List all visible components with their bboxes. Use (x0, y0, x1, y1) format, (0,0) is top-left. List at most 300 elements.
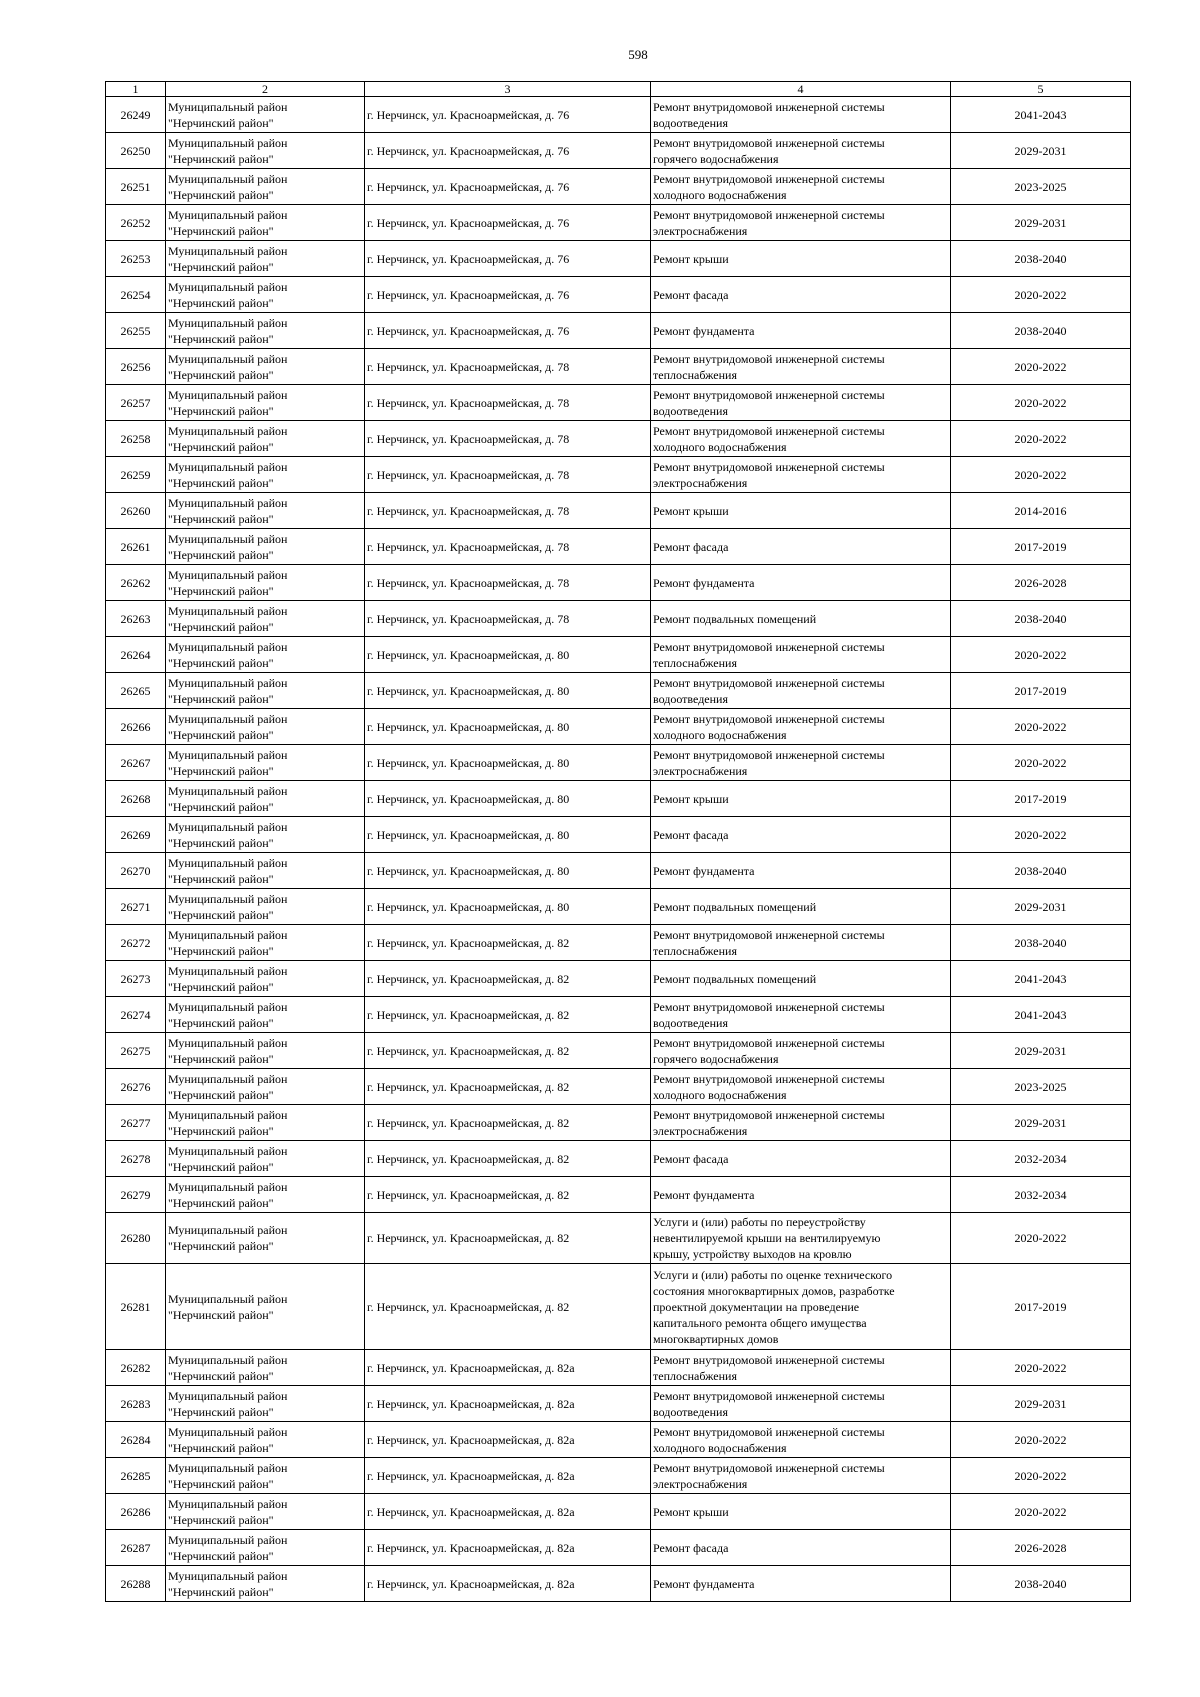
work-type-line: Ремонт крыши (653, 503, 729, 518)
address-cell: г. Нерчинск, ул. Красноармейская, д. 80 (365, 781, 651, 817)
work-type-cell (651, 313, 951, 349)
work-type-cell (651, 1069, 951, 1105)
municipality-cell (166, 745, 365, 781)
work-type-cell (651, 241, 951, 277)
work-type-line: Ремонт внутридомовой инженерной системы (653, 1424, 885, 1439)
work-type-line: капитального ремонта общего имущества (653, 1315, 867, 1330)
work-type-line: Ремонт фундамента (653, 863, 755, 878)
table-row (106, 925, 1131, 961)
work-type-line: Ремонт внутридомовой инженерной системы (653, 675, 885, 690)
work-type-line: Ремонт крыши (653, 791, 729, 806)
work-type-line: Ремонт внутридомовой инженерной системы (653, 1107, 885, 1122)
municipality-cell (166, 1213, 365, 1264)
row-number: 26250 (106, 133, 166, 169)
municipality-line: Муниципальный район (168, 531, 288, 546)
municipality-line: Муниципальный район (168, 1035, 288, 1050)
municipality-line: "Нерчинский район" (168, 547, 274, 562)
work-type-line: горячего водоснабжения (653, 151, 779, 166)
work-type-cell (651, 1458, 951, 1494)
municipality-cell (166, 997, 365, 1033)
column-header-4: 4 (651, 82, 951, 97)
period-cell: 2026-2028 (951, 1530, 1131, 1566)
row-number: 26266 (106, 709, 166, 745)
work-type-line: Ремонт внутридомовой инженерной системы (653, 135, 885, 150)
table-row (106, 1069, 1131, 1105)
municipality-line: "Нерчинский район" (168, 1087, 274, 1102)
period-cell: 2017-2019 (951, 781, 1131, 817)
municipality-line: "Нерчинский район" (168, 439, 274, 454)
work-type-line: Ремонт внутридомовой инженерной системы (653, 1460, 885, 1475)
work-type-line: состояния многоквартирных домов, разработке (653, 1283, 895, 1298)
municipality-line: "Нерчинский район" (168, 763, 274, 778)
municipality-line: "Нерчинский район" (168, 1239, 274, 1253)
address-cell: г. Нерчинск, ул. Красноармейская, д. 80 (365, 889, 651, 925)
row-number: 26277 (106, 1105, 166, 1141)
table-row (106, 349, 1131, 385)
row-number: 26270 (106, 853, 166, 889)
municipality-line: "Нерчинский район" (168, 727, 274, 742)
work-type-line: Ремонт внутридомовой инженерной системы (653, 1071, 885, 1086)
municipality-cell (166, 1141, 365, 1177)
address-cell: г. Нерчинск, ул. Красноармейская, д. 78 (365, 457, 651, 493)
row-number: 26278 (106, 1141, 166, 1177)
table-row (106, 385, 1131, 421)
municipality-cell (166, 97, 365, 133)
work-type-line: Ремонт фасада (653, 539, 729, 554)
municipality-cell (166, 169, 365, 205)
table-row (106, 997, 1131, 1033)
period-cell: 2020-2022 (951, 1422, 1131, 1458)
municipality-line: Муниципальный район (168, 1460, 288, 1475)
table-row (106, 637, 1131, 673)
municipality-cell (166, 1033, 365, 1069)
address-cell: г. Нерчинск, ул. Красноармейская, д. 82 (365, 1141, 651, 1177)
period-cell: 2029-2031 (951, 1105, 1131, 1141)
address-cell: г. Нерчинск, ул. Красноармейская, д. 76 (365, 313, 651, 349)
work-type-cell (651, 457, 951, 493)
address-cell: г. Нерчинск, ул. Красноармейская, д. 78 (365, 601, 651, 637)
work-type-cell (651, 493, 951, 529)
period-cell: 2026-2028 (951, 565, 1131, 601)
row-number: 26269 (106, 817, 166, 853)
municipality-cell (166, 133, 365, 169)
municipality-cell (166, 817, 365, 853)
table-row (106, 313, 1131, 349)
work-type-cell (651, 1105, 951, 1141)
municipality-line: "Нерчинский район" (168, 223, 274, 238)
address-cell: г. Нерчинск, ул. Красноармейская, д. 78 (365, 421, 651, 457)
row-number: 26288 (106, 1566, 166, 1602)
municipality-cell (166, 1566, 365, 1602)
municipality-line: Муниципальный район (168, 99, 288, 114)
municipality-line: Муниципальный район (168, 423, 288, 438)
work-type-cell (651, 637, 951, 673)
row-number: 26287 (106, 1530, 166, 1566)
row-number: 26261 (106, 529, 166, 565)
row-number: 26251 (106, 169, 166, 205)
municipality-line: "Нерчинский район" (168, 1584, 274, 1599)
work-type-line: Ремонт фасада (653, 1151, 729, 1166)
period-cell: 2020-2022 (951, 1458, 1131, 1494)
address-cell: г. Нерчинск, ул. Красноармейская, д. 76 (365, 205, 651, 241)
address-cell: г. Нерчинск, ул. Красноармейская, д. 82 (365, 1033, 651, 1069)
municipality-line: "Нерчинский район" (168, 1476, 274, 1491)
row-number: 26253 (106, 241, 166, 277)
municipality-cell (166, 1386, 365, 1422)
row-number: 26254 (106, 277, 166, 313)
work-type-line: холодного водоснабжения (653, 439, 787, 454)
address-cell: г. Нерчинск, ул. Красноармейская, д. 82 (365, 997, 651, 1033)
repair-schedule-table (105, 81, 1131, 1602)
municipality-line: Муниципальный район (168, 927, 288, 942)
municipality-line: Муниципальный район (168, 135, 288, 150)
work-type-cell (651, 853, 951, 889)
work-type-cell (651, 1264, 951, 1350)
work-type-line: Ремонт внутридомовой инженерной системы (653, 207, 885, 222)
work-type-cell (651, 421, 951, 457)
municipality-line: "Нерчинский район" (168, 475, 274, 490)
table-header-row (106, 82, 1131, 97)
municipality-line: "Нерчинский район" (168, 619, 274, 634)
municipality-line: Муниципальный район (168, 675, 288, 690)
municipality-line: Муниципальный район (168, 1352, 288, 1367)
period-cell: 2029-2031 (951, 1033, 1131, 1069)
row-number: 26265 (106, 673, 166, 709)
period-cell: 2017-2019 (951, 529, 1131, 565)
table-row (106, 961, 1131, 997)
municipality-line: "Нерчинский район" (168, 1368, 274, 1383)
period-cell: 2032-2034 (951, 1177, 1131, 1213)
address-cell: г. Нерчинск, ул. Красноармейская, д. 82 (365, 961, 651, 997)
address-cell: г. Нерчинск, ул. Красноармейская, д. 76 (365, 241, 651, 277)
work-type-cell (651, 961, 951, 997)
work-type-line: электроснабжения (653, 475, 748, 490)
work-type-line: Ремонт внутридомовой инженерной системы (653, 999, 885, 1014)
period-cell: 2020-2022 (951, 457, 1131, 493)
work-type-line: Ремонт внутридомовой инженерной системы (653, 1352, 885, 1367)
work-type-cell (651, 1141, 951, 1177)
municipality-line: Муниципальный район (168, 855, 288, 870)
address-cell: г. Нерчинск, ул. Красноармейская, д. 82а (365, 1350, 651, 1386)
row-number: 26258 (106, 421, 166, 457)
work-type-line: водоотведения (653, 1404, 728, 1419)
period-cell: 2020-2022 (951, 1350, 1131, 1386)
address-cell: г. Нерчинск, ул. Красноармейская, д. 80 (365, 673, 651, 709)
period-cell: 2020-2022 (951, 745, 1131, 781)
row-number: 26259 (106, 457, 166, 493)
work-type-line: горячего водоснабжения (653, 1051, 779, 1066)
period-cell: 2017-2019 (951, 673, 1131, 709)
table-row (106, 601, 1131, 637)
address-cell: г. Нерчинск, ул. Красноармейская, д. 82а (365, 1386, 651, 1422)
row-number: 26263 (106, 601, 166, 637)
table-row (106, 889, 1131, 925)
municipality-line: Муниципальный район (168, 351, 288, 366)
row-number: 26249 (106, 97, 166, 133)
table-row (106, 1264, 1131, 1350)
municipality-cell (166, 1422, 365, 1458)
table-row (106, 277, 1131, 313)
municipality-cell (166, 529, 365, 565)
municipality-line: Муниципальный район (168, 711, 288, 726)
table-row (106, 493, 1131, 529)
row-number: 26272 (106, 925, 166, 961)
municipality-cell (166, 709, 365, 745)
work-type-line: электроснабжения (653, 1476, 748, 1491)
municipality-line: Муниципальный район (168, 279, 288, 294)
work-type-line: Ремонт внутридомовой инженерной системы (653, 1035, 885, 1050)
table-row (106, 1386, 1131, 1422)
table-row (106, 565, 1131, 601)
work-type-cell (651, 1033, 951, 1069)
address-cell: г. Нерчинск, ул. Красноармейская, д. 78 (365, 565, 651, 601)
period-cell: 2020-2022 (951, 1494, 1131, 1530)
period-cell: 2023-2025 (951, 1069, 1131, 1105)
work-type-line: Ремонт фундамента (653, 575, 755, 590)
table-row (106, 1033, 1131, 1069)
municipality-line: "Нерчинский район" (168, 871, 274, 886)
period-cell: 2038-2040 (951, 1566, 1131, 1602)
table-row (106, 1422, 1131, 1458)
municipality-cell (166, 1105, 365, 1141)
table-row (106, 133, 1131, 169)
municipality-line: Муниципальный район (168, 1388, 288, 1403)
table-row (106, 745, 1131, 781)
municipality-line: "Нерчинский район" (168, 1159, 274, 1174)
address-cell: г. Нерчинск, ул. Красноармейская, д. 78 (365, 493, 651, 529)
address-cell: г. Нерчинск, ул. Красноармейская, д. 80 (365, 637, 651, 673)
municipality-cell (166, 601, 365, 637)
table-row (106, 1141, 1131, 1177)
municipality-line: "Нерчинский район" (168, 1195, 274, 1210)
municipality-line: Муниципальный район (168, 1496, 288, 1511)
municipality-line: "Нерчинский район" (168, 799, 274, 814)
municipality-cell (166, 637, 365, 673)
address-cell: г. Нерчинск, ул. Красноармейская, д. 76 (365, 133, 651, 169)
address-cell: г. Нерчинск, ул. Красноармейская, д. 82 (365, 925, 651, 961)
work-type-line: крышу, устройству выходов на кровлю (653, 1247, 852, 1261)
period-cell: 2038-2040 (951, 241, 1131, 277)
municipality-cell (166, 457, 365, 493)
municipality-cell (166, 781, 365, 817)
municipality-cell (166, 349, 365, 385)
address-cell: г. Нерчинск, ул. Красноармейская, д. 82а (365, 1494, 651, 1530)
work-type-line: водоотведения (653, 1015, 728, 1030)
work-type-line: Ремонт подвальных помещений (653, 611, 817, 626)
row-number: 26264 (106, 637, 166, 673)
municipality-line: "Нерчинский район" (168, 655, 274, 670)
work-type-line: холодного водоснабжения (653, 1440, 787, 1455)
work-type-line: Ремонт внутридомовой инженерной системы (653, 927, 885, 942)
municipality-cell (166, 961, 365, 997)
row-number: 26257 (106, 385, 166, 421)
municipality-line: Муниципальный район (168, 1143, 288, 1158)
municipality-cell (166, 493, 365, 529)
work-type-cell (651, 745, 951, 781)
work-type-cell (651, 565, 951, 601)
work-type-cell (651, 133, 951, 169)
table-row (106, 1177, 1131, 1213)
column-header-1: 1 (106, 82, 166, 97)
municipality-line: "Нерчинский район" (168, 259, 274, 274)
column-header-3: 3 (365, 82, 651, 97)
row-number: 26283 (106, 1386, 166, 1422)
municipality-cell (166, 925, 365, 961)
work-type-line: теплоснабжения (653, 1368, 737, 1383)
table-row (106, 1494, 1131, 1530)
municipality-line: Муниципальный район (168, 1291, 288, 1306)
row-number: 26280 (106, 1213, 166, 1264)
address-cell: г. Нерчинск, ул. Красноармейская, д. 78 (365, 349, 651, 385)
work-type-cell (651, 817, 951, 853)
municipality-line: "Нерчинский район" (168, 1440, 274, 1455)
municipality-line: Муниципальный район (168, 747, 288, 762)
table-row (106, 97, 1131, 133)
period-cell: 2029-2031 (951, 1386, 1131, 1422)
municipality-line: Муниципальный район (168, 783, 288, 798)
municipality-line: Муниципальный район (168, 999, 288, 1014)
period-cell: 2020-2022 (951, 817, 1131, 853)
work-type-line: водоотведения (653, 115, 728, 130)
municipality-line: "Нерчинский район" (168, 295, 274, 310)
period-cell: 2038-2040 (951, 925, 1131, 961)
period-cell: 2020-2022 (951, 385, 1131, 421)
work-type-cell (651, 1566, 951, 1602)
address-cell: г. Нерчинск, ул. Красноармейская, д. 82 (365, 1264, 651, 1350)
row-number: 26279 (106, 1177, 166, 1213)
work-type-line: электроснабжения (653, 1123, 748, 1138)
table-row (106, 1105, 1131, 1141)
work-type-line: Ремонт фасада (653, 1540, 729, 1555)
municipality-line: Муниципальный район (168, 459, 288, 474)
page-number: 598 (628, 47, 648, 62)
municipality-line: "Нерчинский район" (168, 1404, 274, 1419)
row-number: 26281 (106, 1264, 166, 1350)
municipality-line: "Нерчинский район" (168, 1307, 274, 1322)
municipality-line: "Нерчинский район" (168, 1123, 274, 1138)
address-cell: г. Нерчинск, ул. Красноармейская, д. 82а (365, 1530, 651, 1566)
work-type-cell (651, 1386, 951, 1422)
work-type-line: Ремонт фасада (653, 827, 729, 842)
work-type-line: Ремонт подвальных помещений (653, 971, 817, 986)
work-type-cell (651, 673, 951, 709)
municipality-line: "Нерчинский район" (168, 583, 274, 598)
table-row (106, 673, 1131, 709)
municipality-line: "Нерчинский район" (168, 367, 274, 382)
table-row (106, 853, 1131, 889)
address-cell: г. Нерчинск, ул. Красноармейская, д. 78 (365, 385, 651, 421)
work-type-line: холодного водоснабжения (653, 187, 787, 202)
municipality-line: Муниципальный район (168, 495, 288, 510)
period-cell: 2020-2022 (951, 349, 1131, 385)
work-type-line: холодного водоснабжения (653, 727, 787, 742)
row-number: 26282 (106, 1350, 166, 1386)
work-type-cell (651, 97, 951, 133)
work-type-cell (651, 1350, 951, 1386)
municipality-line: "Нерчинский район" (168, 907, 274, 922)
table-row (106, 1213, 1131, 1264)
row-number: 26252 (106, 205, 166, 241)
municipality-line: Муниципальный район (168, 891, 288, 906)
work-type-cell (651, 385, 951, 421)
period-cell: 2020-2022 (951, 277, 1131, 313)
work-type-line: электроснабжения (653, 763, 748, 778)
work-type-line: Ремонт внутридомовой инженерной системы (653, 171, 885, 186)
address-cell: г. Нерчинск, ул. Красноармейская, д. 80 (365, 709, 651, 745)
municipality-cell (166, 385, 365, 421)
table-row (106, 241, 1131, 277)
period-cell: 2038-2040 (951, 601, 1131, 637)
municipality-cell (166, 673, 365, 709)
address-cell: г. Нерчинск, ул. Красноармейская, д. 82а (365, 1422, 651, 1458)
row-number: 26286 (106, 1494, 166, 1530)
work-type-line: водоотведения (653, 691, 728, 706)
address-cell: г. Нерчинск, ул. Красноармейская, д. 82а (365, 1458, 651, 1494)
column-header-5: 5 (951, 82, 1131, 97)
work-type-cell (651, 781, 951, 817)
municipality-line: Муниципальный район (168, 1532, 288, 1547)
work-type-line: электроснабжения (653, 223, 748, 238)
municipality-line: Муниципальный район (168, 315, 288, 330)
municipality-cell (166, 1494, 365, 1530)
work-type-cell (651, 709, 951, 745)
work-type-line: Ремонт внутридомовой инженерной системы (653, 387, 885, 402)
municipality-line: Муниципальный район (168, 639, 288, 654)
row-number: 26255 (106, 313, 166, 349)
municipality-cell (166, 1458, 365, 1494)
work-type-line: Ремонт внутридомовой инженерной системы (653, 351, 885, 366)
work-type-cell (651, 889, 951, 925)
municipality-line: "Нерчинский район" (168, 331, 274, 346)
address-cell: г. Нерчинск, ул. Красноармейская, д. 82 (365, 1069, 651, 1105)
address-cell: г. Нерчинск, ул. Красноармейская, д. 76 (365, 169, 651, 205)
municipality-cell (166, 1350, 365, 1386)
municipality-line: Муниципальный район (168, 819, 288, 834)
row-number: 26256 (106, 349, 166, 385)
work-type-cell (651, 1177, 951, 1213)
work-type-line: Ремонт фасада (653, 287, 729, 302)
period-cell: 2041-2043 (951, 97, 1131, 133)
row-number: 26275 (106, 1033, 166, 1069)
address-cell: г. Нерчинск, ул. Красноармейская, д. 76 (365, 277, 651, 313)
period-cell: 2029-2031 (951, 133, 1131, 169)
work-type-line: Ремонт внутридомовой инженерной системы (653, 423, 885, 438)
municipality-line: Муниципальный район (168, 1568, 288, 1583)
work-type-line: Ремонт внутридомовой инженерной системы (653, 1388, 885, 1403)
row-number: 26276 (106, 1069, 166, 1105)
work-type-line: многоквартирных домов (653, 1331, 779, 1346)
period-cell: 2041-2043 (951, 961, 1131, 997)
municipality-line: "Нерчинский район" (168, 1051, 274, 1066)
municipality-cell (166, 241, 365, 277)
work-type-cell (651, 169, 951, 205)
work-type-cell (651, 601, 951, 637)
work-type-line: проектной документации на проведение (653, 1299, 860, 1314)
municipality-line: "Нерчинский район" (168, 1015, 274, 1030)
table-row (106, 529, 1131, 565)
row-number: 26262 (106, 565, 166, 601)
municipality-line: Муниципальный район (168, 387, 288, 402)
address-cell: г. Нерчинск, ул. Красноармейская, д. 82 (365, 1105, 651, 1141)
period-cell: 2041-2043 (951, 997, 1131, 1033)
period-cell: 2017-2019 (951, 1264, 1131, 1350)
municipality-line: "Нерчинский район" (168, 1548, 274, 1563)
work-type-line: Ремонт внутридомовой инженерной системы (653, 639, 885, 654)
row-number: 26284 (106, 1422, 166, 1458)
municipality-line: Муниципальный район (168, 1107, 288, 1122)
row-number: 26274 (106, 997, 166, 1033)
period-cell: 2020-2022 (951, 637, 1131, 673)
